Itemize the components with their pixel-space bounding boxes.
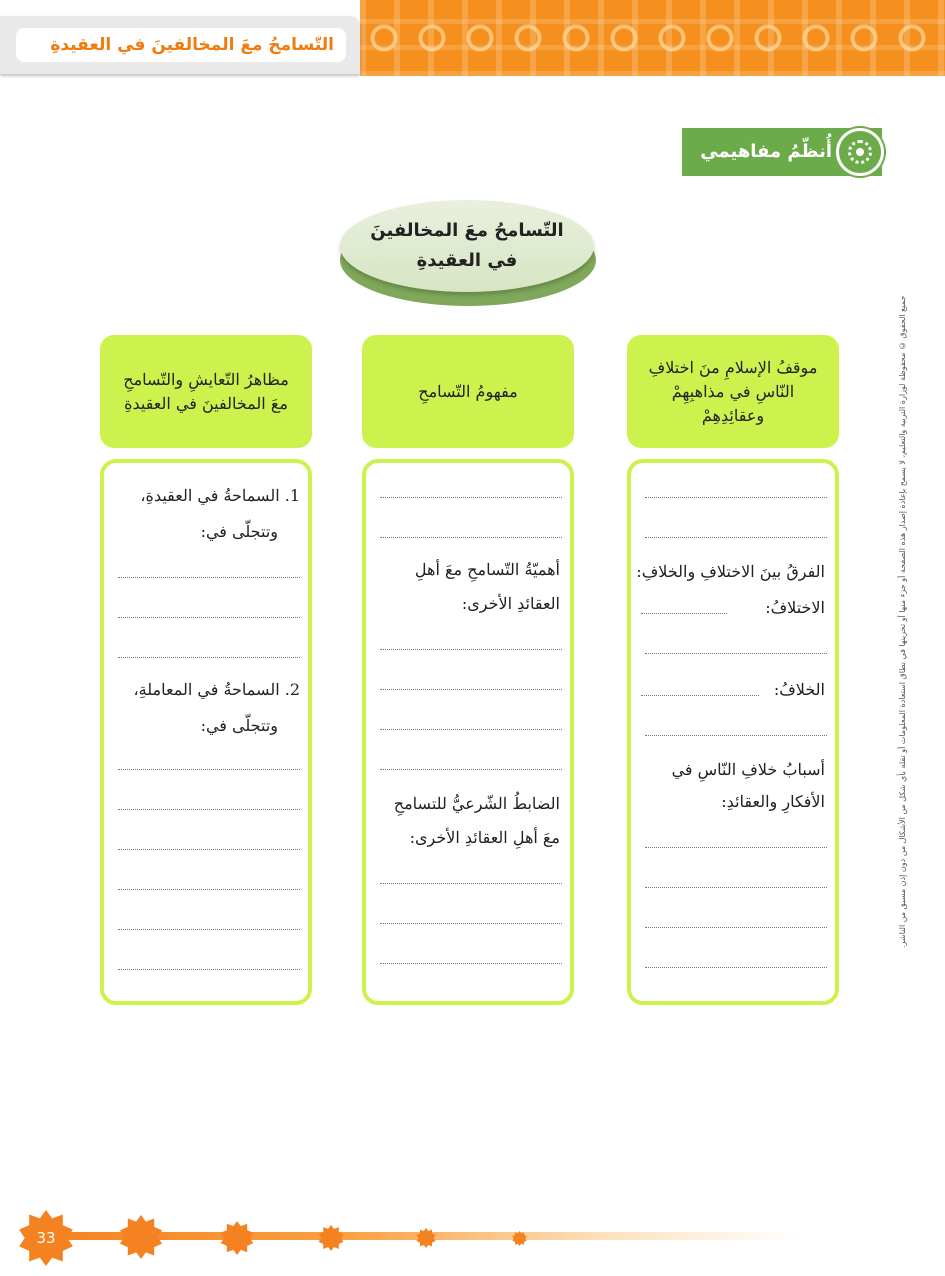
star-ornament-icon <box>220 1221 254 1255</box>
answer-line[interactable] <box>118 969 300 970</box>
importance-line1: أهميّةُ التّسامحِ معَ أهلِ <box>414 560 560 579</box>
answer-line[interactable] <box>118 617 300 618</box>
answer-line[interactable] <box>380 769 562 770</box>
causes-line1: أسبابُ خلافِ النّاسِ في <box>671 760 825 779</box>
item1-line1: 1. السماحةُ في العقيدةِ، <box>140 486 300 505</box>
answer-line[interactable] <box>645 653 827 654</box>
answer-line[interactable] <box>645 537 827 538</box>
header-pattern-band <box>360 0 945 76</box>
answer-line[interactable] <box>380 689 562 690</box>
column-header-left <box>100 335 312 448</box>
answer-line[interactable] <box>641 695 759 696</box>
answer-line[interactable] <box>380 923 562 924</box>
star-ornament-icon <box>416 1228 436 1248</box>
causes-line2: الأفكارِ والعقائدِ: <box>721 792 825 811</box>
ikhtilaf-label: الاختلافُ: <box>765 598 825 617</box>
answer-line[interactable] <box>118 657 300 658</box>
center-concept <box>340 200 594 292</box>
gear-icon <box>836 128 884 176</box>
page-number: 33 <box>36 1229 56 1247</box>
answer-line[interactable] <box>380 649 562 650</box>
item2-line2: وتتجلّى في: <box>200 716 278 735</box>
answer-line[interactable] <box>380 497 562 498</box>
column-header-left-text: مظاهرُ التّعايشِ والتّسامحِ معَ المخالفينَ في العقيدةِ <box>123 369 289 413</box>
khilaf-label: الخلافُ: <box>773 680 825 699</box>
control-line1: الضابطُ الشّرعيُّ للتسامحِ <box>393 794 560 813</box>
answer-line[interactable] <box>645 967 827 968</box>
lesson-title: التّسامحُ معَ المخالفينَ في العقيدةِ <box>16 28 346 62</box>
answer-line[interactable] <box>380 963 562 964</box>
column-box-left <box>100 459 312 1005</box>
answer-line[interactable] <box>118 849 300 850</box>
star-ornament-icon <box>119 1215 163 1259</box>
column-header-middle <box>362 335 574 448</box>
column-header-middle-text: مفهومُ التّسامحِ <box>418 381 518 401</box>
answer-line[interactable] <box>380 729 562 730</box>
center-concept-line2: في العقيدةِ <box>416 250 518 271</box>
column-box-right <box>627 459 839 1005</box>
column-header-right <box>627 335 839 448</box>
answer-line[interactable] <box>645 497 827 498</box>
center-concept-line1: التّسامحُ معَ المخالفينَ <box>370 220 564 241</box>
difference-label: الفرقُ بينَ الاختلافِ والخلافِ: <box>636 562 825 581</box>
copyright-notice: جميع الحقوق © محفوظة لوزارة التربية والتعليم، لا يسمح بإعادة إصدار هذه الصفحة أو جزء منها أو تخزينها في نطاق استعادة المعلومات أو نقله بأي شكل من الأشكال من دون إذن مسبق من الناشر. <box>898 296 907 949</box>
column-header-right-text: موقفُ الإسلامِ منَ اختلافِ النّاسِ في مذاهبِهِمْ وعقائِدِهِمْ <box>648 357 818 425</box>
answer-line[interactable] <box>118 929 300 930</box>
section-label: أُنظّمُ مفاهيمي <box>682 128 882 176</box>
answer-line[interactable] <box>118 889 300 890</box>
answer-line[interactable] <box>380 537 562 538</box>
control-line2: معَ أهلِ العقائدِ الأخرى: <box>409 828 560 847</box>
answer-line[interactable] <box>118 769 300 770</box>
answer-line[interactable] <box>645 735 827 736</box>
column-box-middle <box>362 459 574 1005</box>
importance-line2: العقائدِ الأخرى: <box>461 594 560 613</box>
answer-line[interactable] <box>118 809 300 810</box>
answer-line[interactable] <box>645 847 827 848</box>
answer-line[interactable] <box>380 883 562 884</box>
star-ornament-icon <box>318 1225 344 1251</box>
answer-line[interactable] <box>118 577 300 578</box>
answer-line[interactable] <box>641 613 727 614</box>
answer-line[interactable] <box>645 927 827 928</box>
item2-line1: 2. السماحةُ في المعاملةِ، <box>133 680 300 699</box>
item1-line2: وتتجلّى في: <box>200 522 278 541</box>
answer-line[interactable] <box>645 887 827 888</box>
